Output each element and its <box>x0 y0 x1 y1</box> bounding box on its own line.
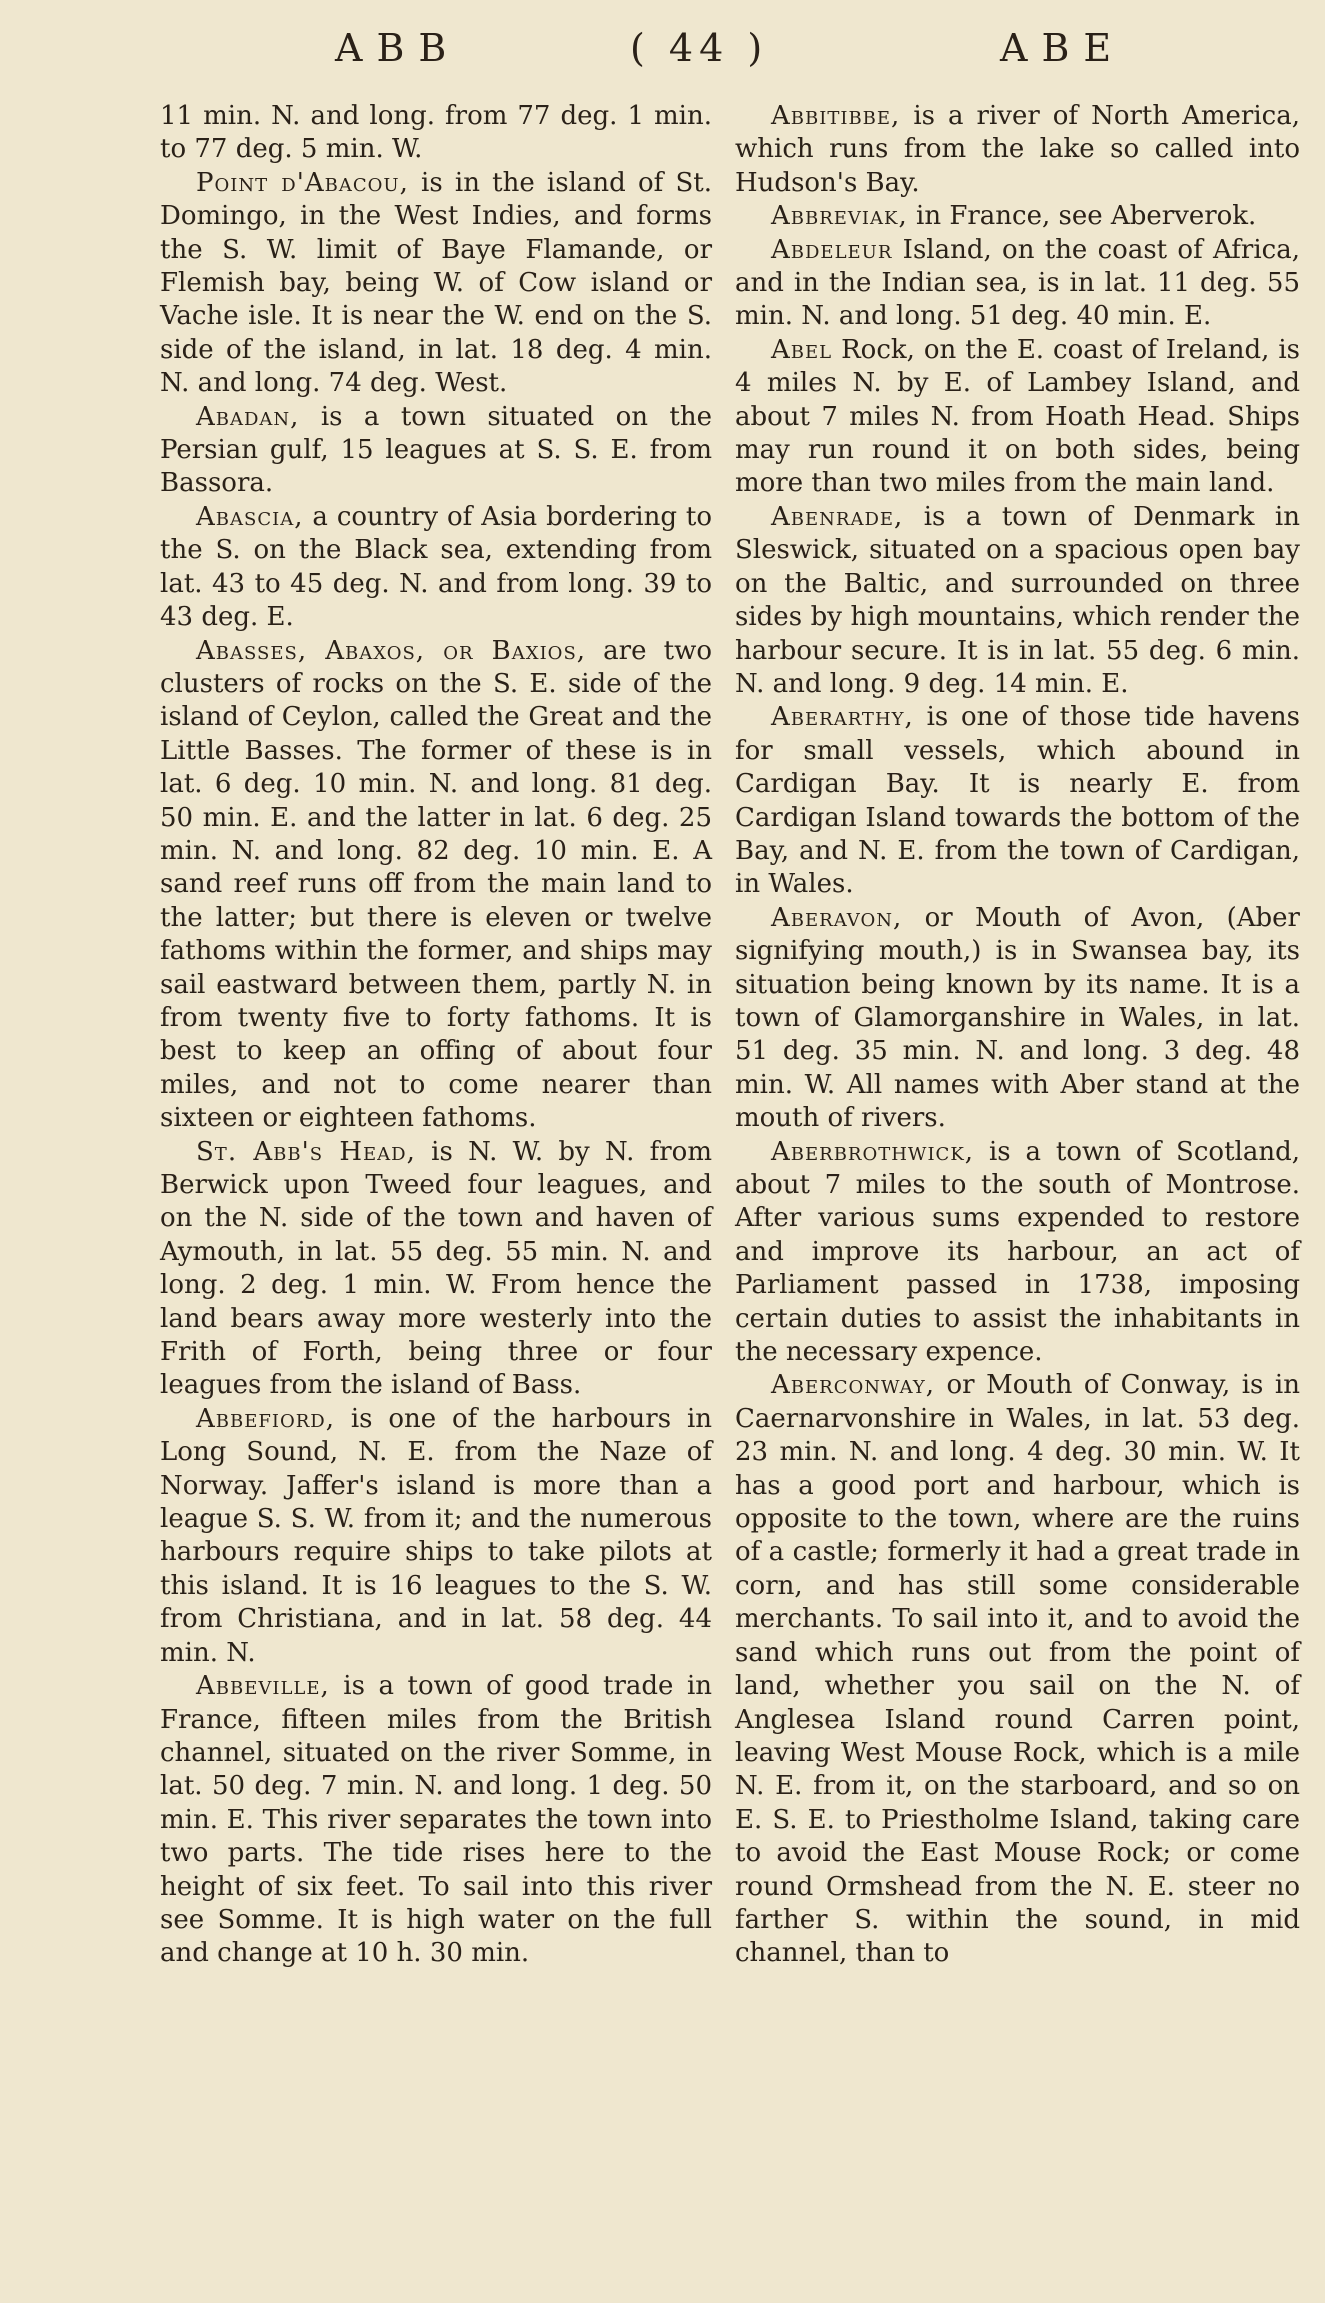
entry-term: Abbitibbe, <box>771 101 901 131</box>
entry-text: is a town of Scotland, about 7 miles to the south of Montrose. After various sums expended to restore and improve its harbour, an act of Parliament passed in 1738, imposing certain duties to assist the inhabitants in the necessary expence. <box>735 1136 1300 1368</box>
gazetteer-entry <box>160 1403 712 1670</box>
entry-text: in France, see Aberverok. <box>907 201 1257 232</box>
gazetteer-entry <box>735 1136 1300 1370</box>
gazetteer-entry <box>735 902 1300 1136</box>
entry-text: a country of Asia bordering to the S. on the Black sea, extending from lat. 43 to 45 deg. N. and from long. 39 to 43 deg. E. <box>160 501 712 633</box>
entry-term: Abbreviak, <box>771 201 908 232</box>
entry-text: are two clusters of rocks on the S. E. side of the island of Ceylon, called the Great and the Little Basses. The former of these is in lat. 6 deg. 10 min. N. and long. 81 deg. 50 min. E. and the latter in lat. 6 deg. 25 min. N. and long. 82 deg. 10 min. E. A sand reef runs off from the main land to the latter; but there is eleven or twelve fathoms within the former, and ships may sail eastward between them, partly N. in from twenty five to forty fathoms. It is best to keep an offing of about four miles, and not to come nearer than sixteen or eighteen fathoms. <box>160 635 712 1134</box>
entry-term: Abenrade, <box>771 501 904 532</box>
header-left: ABB <box>335 26 461 70</box>
entry-term: Aberbrothwick, <box>771 1136 975 1167</box>
page-number: ( 44 ) <box>630 26 769 70</box>
entry-text: is a town situated on the Persian gulf, 15 leagues at S. S. E. from Bassora. <box>160 401 712 499</box>
entry-term: Abascia, <box>196 501 304 532</box>
entry-text: is one of those tide havens for small vessels, which abound in Cardigan Bay. It is nearly E. from Cardigan Island towards the bottom of the Bay, and N. E. from the town of Cardigan, in Wales. <box>735 702 1300 900</box>
entry-text: is one of the harbours in Long Sound, N. E. from the Naze of Norway. Jaffer's island is more than a league S. S. W. from it; and the numerous harbours require ships to take pilots at this island. It is 16 leagues to the S. W. from Christiana, and in lat. 58 deg. 44 min. N. <box>160 1403 712 1668</box>
header-right: ABE <box>1000 26 1126 70</box>
entry-text: Rock, on the E. coast of Ireland, is 4 miles N. by E. of Lambey Island, and about 7 miles N. from Hoath Head. Ships may run round it on both sides, being more than two miles from the main land. <box>735 334 1300 499</box>
entry-term: Abel <box>771 334 833 365</box>
entry-term: St. Abb's Head, <box>196 1136 416 1167</box>
gazetteer-entry <box>735 200 1300 233</box>
gazetteer-entry: 11 min. N. and long. from 77 deg. 1 min. to 77 deg. 5 min. W. <box>160 101 712 165</box>
entry-term: Abasses, Abaxos, or Baxios, <box>196 635 587 666</box>
entry-text: is a town of Denmark in Sleswick, situated on a spacious open bay on the Baltic, and surrounded on three sides by high mountains, which render the harbour secure. It is in lat. 55 deg. 6 min. N. and long. 9 deg. 14 min. E. <box>735 501 1300 699</box>
entry-term: Aberconway, <box>771 1370 935 1401</box>
entry-term: Abbeville, <box>196 1671 330 1702</box>
entry-term: Aberavon, <box>771 902 903 933</box>
gazetteer-entry <box>735 334 1300 501</box>
entry-text: or Mouth of Conway, is in Caernarvonshire in Wales, in lat. 53 deg. 23 min. N. and long. 4 deg. 30 min. W. It has a good port and harbour, which is opposite to the town, where are the ruins of a castle; formerly it had a great trade in corn, and has still some considerable merchants. To sail into it, and to avoid the sand which runs out from the point of land, whether you sail on the N. of Anglesea Island round Carren point, leaving West Mouse Rock, which is a mile N. E. from it, on the starboard, and so on E. S. E. to Priestholme Island, taking care to avoid the East Mouse Rock; or come round Ormshead from the N. E. steer no farther S. within the sound, in mid channel, than to <box>735 1370 1300 1969</box>
running-header <box>0 26 1325 86</box>
entry-text: is a town of good trade in France, fifteen miles from the British channel, situated on the river Somme, in lat. 50 deg. 7 min. N. and long. 1 deg. 50 min. E. This river separates the town into two parts. The tide rises here to the height of six feet. To sail into this river see Somme. It is high water on the full and change at 10 h. 30 min. <box>160 1671 712 1969</box>
entry-term: Aberarthy, <box>771 702 914 733</box>
gazetteer-entry <box>735 501 1300 701</box>
gazetteer-entry <box>160 1136 712 1403</box>
gazetteer-entry <box>735 234 1300 334</box>
entry-text: is a river of North America, which runs from the lake so called into Hudson's Bay. <box>735 101 1300 198</box>
entry-text: or Mouth of Avon, (Aber signifying mouth,) is in Swansea bay, its situation being known by its name. It is a town of Glamorganshire in Wales, in lat. 51 deg. 35 min. N. and long. 3 deg. 48 min. W. All names with Aber stand at the mouth of rivers. <box>735 902 1300 1134</box>
entry-term: Abadan, <box>196 401 300 432</box>
gazetteer-entry <box>160 167 712 401</box>
entry-term: Point d'Abacou, <box>196 167 409 198</box>
gazetteer-entry <box>160 1670 712 1971</box>
entry-term: Abbefiord, <box>196 1403 335 1434</box>
gazetteer-entry <box>160 501 712 635</box>
entry-text: Island, on the coast of Africa, and in the Indian sea, is in lat. 11 deg. 55 min. N. and long. 51 deg. 40 min. E. <box>735 234 1300 332</box>
gazetteer-entry <box>735 701 1300 901</box>
left-column <box>160 100 712 1971</box>
entry-term: Abdeleur <box>771 234 893 265</box>
gazetteer-entry <box>160 635 712 1136</box>
entry-text: is N. W. by N. from Berwick upon Tweed four leagues, and on the N. side of the town and haven of Aymouth, in lat. 55 deg. 55 min. N. and long. 2 deg. 1 min. W. From hence the land bears away more westerly into the Frith of Forth, being three or four leagues from the island of Bass. <box>160 1136 712 1401</box>
right-column <box>735 100 1300 1971</box>
entry-text: is in the island of St. Domingo, in the West Indies, and forms the S. W. limit of Baye Flamande, or Flemish bay, being W. of Cow island or Vache isle. It is near the W. end on the S. side of the island, in lat. 18 deg. 4 min. N. and long. 74 deg. West. <box>160 167 712 399</box>
gazetteer-entry <box>735 1369 1300 1970</box>
gazetteer-entry <box>735 100 1300 200</box>
gazetteer-entry <box>160 401 712 501</box>
